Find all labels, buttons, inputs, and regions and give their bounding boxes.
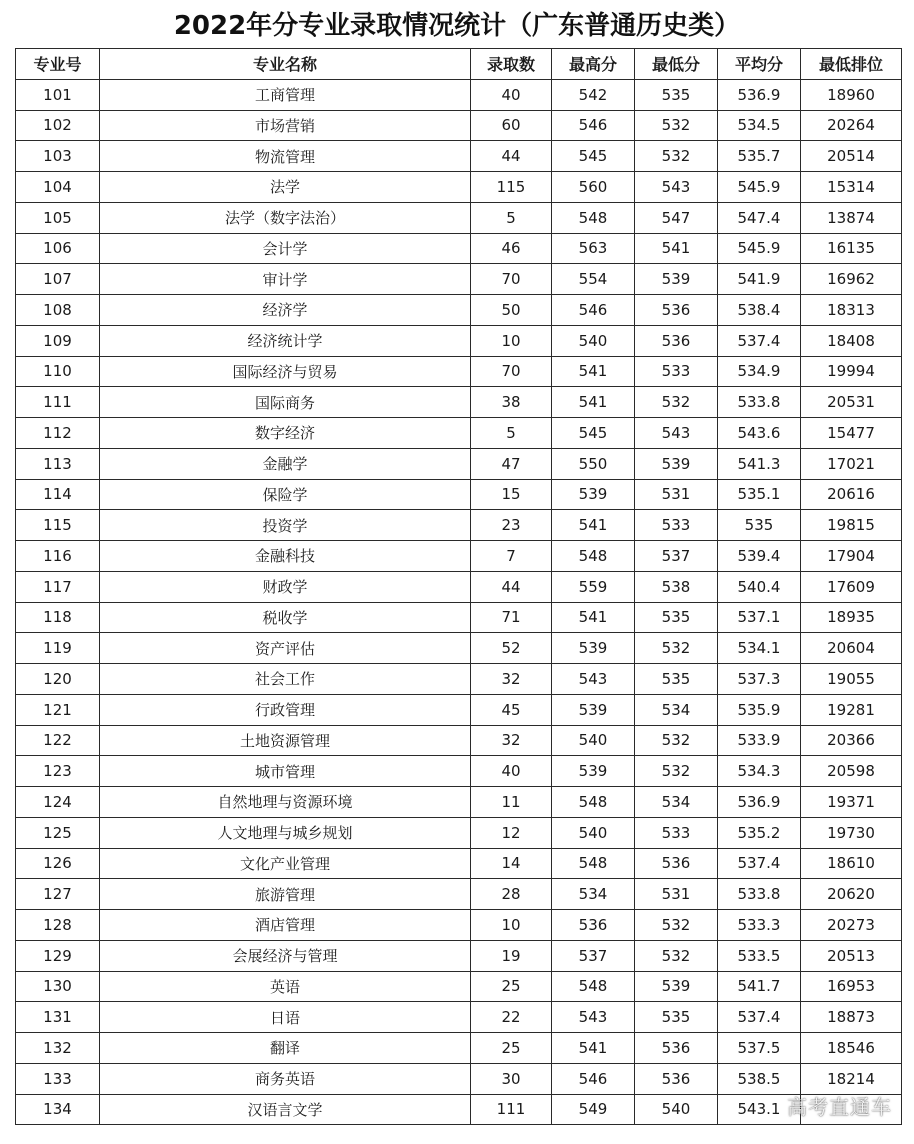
table-header-row — [16, 49, 902, 80]
major-code-cell: 130 — [16, 971, 100, 1002]
major-code-cell: 120 — [16, 664, 100, 695]
table-row — [16, 787, 902, 818]
major-name-cell: 物流管理 — [100, 141, 471, 172]
admitted-count-cell: 50 — [471, 295, 552, 326]
table-row — [16, 664, 902, 695]
major-name-cell: 财政学 — [100, 571, 471, 602]
min-rank-cell: 20514 — [801, 141, 902, 172]
header-avg-score: 平均分 — [718, 49, 801, 80]
admission-stats-table — [15, 48, 902, 1125]
min-rank-cell: 15314 — [801, 172, 902, 203]
admitted-count-cell: 14 — [471, 848, 552, 879]
major-name-cell: 自然地理与资源环境 — [100, 787, 471, 818]
admitted-count-cell: 7 — [471, 541, 552, 572]
admitted-count-cell: 5 — [471, 202, 552, 233]
watermark: 高考直通车 — [787, 1095, 892, 1119]
admitted-count-cell: 22 — [471, 1002, 552, 1033]
max-score-cell: 546 — [552, 110, 635, 141]
max-score-cell: 548 — [552, 971, 635, 1002]
avg-score-cell: 543.1 — [718, 1094, 801, 1125]
min-score-cell: 536 — [635, 325, 718, 356]
admitted-count-cell: 12 — [471, 817, 552, 848]
avg-score-cell: 537.3 — [718, 664, 801, 695]
avg-score-cell: 535.7 — [718, 141, 801, 172]
admitted-count-cell: 32 — [471, 664, 552, 695]
table-row — [16, 295, 902, 326]
min-rank-cell: 19281 — [801, 694, 902, 725]
major-name-cell: 旅游管理 — [100, 879, 471, 910]
major-code-cell: 103 — [16, 141, 100, 172]
avg-score-cell: 537.4 — [718, 325, 801, 356]
min-rank-cell: 20264 — [801, 110, 902, 141]
avg-score-cell: 539.4 — [718, 541, 801, 572]
major-code-cell: 115 — [16, 510, 100, 541]
major-code-cell: 109 — [16, 325, 100, 356]
max-score-cell: 550 — [552, 448, 635, 479]
major-name-cell: 金融科技 — [100, 541, 471, 572]
major-name-cell: 会展经济与管理 — [100, 940, 471, 971]
table-row — [16, 848, 902, 879]
major-name-cell: 资产评估 — [100, 633, 471, 664]
min-rank-cell: 15477 — [801, 418, 902, 449]
admitted-count-cell: 45 — [471, 694, 552, 725]
admitted-count-cell: 10 — [471, 325, 552, 356]
table-row — [16, 264, 902, 295]
major-code-cell: 102 — [16, 110, 100, 141]
major-name-cell: 社会工作 — [100, 664, 471, 695]
avg-score-cell: 541.3 — [718, 448, 801, 479]
min-score-cell: 539 — [635, 448, 718, 479]
max-score-cell: 545 — [552, 141, 635, 172]
max-score-cell: 540 — [552, 725, 635, 756]
min-score-cell: 539 — [635, 264, 718, 295]
avg-score-cell: 538.5 — [718, 1063, 801, 1094]
max-score-cell: 539 — [552, 694, 635, 725]
major-name-cell: 市场营销 — [100, 110, 471, 141]
table-row — [16, 202, 902, 233]
admitted-count-cell: 38 — [471, 387, 552, 418]
major-code-cell: 128 — [16, 910, 100, 941]
major-name-cell: 经济学 — [100, 295, 471, 326]
avg-score-cell: 541.7 — [718, 971, 801, 1002]
max-score-cell: 540 — [552, 325, 635, 356]
min-rank-cell: 20513 — [801, 940, 902, 971]
admitted-count-cell: 30 — [471, 1063, 552, 1094]
page-title: 2022年分专业录取情况统计（广东普通历史类） — [173, 11, 741, 41]
min-score-cell: 531 — [635, 879, 718, 910]
table-row — [16, 233, 902, 264]
major-code-cell: 133 — [16, 1063, 100, 1094]
min-score-cell: 543 — [635, 172, 718, 203]
avg-score-cell: 541.9 — [718, 264, 801, 295]
admitted-count-cell: 40 — [471, 79, 552, 110]
max-score-cell: 534 — [552, 879, 635, 910]
max-score-cell: 539 — [552, 756, 635, 787]
min-score-cell: 534 — [635, 787, 718, 818]
max-score-cell: 546 — [552, 1063, 635, 1094]
table-row — [16, 1033, 902, 1064]
major-code-cell: 106 — [16, 233, 100, 264]
major-code-cell: 134 — [16, 1094, 100, 1125]
max-score-cell: 540 — [552, 817, 635, 848]
avg-score-cell: 540.4 — [718, 571, 801, 602]
max-score-cell: 559 — [552, 571, 635, 602]
min-rank-cell: 17904 — [801, 541, 902, 572]
major-name-cell: 行政管理 — [100, 694, 471, 725]
min-score-cell: 535 — [635, 79, 718, 110]
avg-score-cell: 543.6 — [718, 418, 801, 449]
major-name-cell: 法学 — [100, 172, 471, 203]
table-row — [16, 172, 902, 203]
admitted-count-cell: 23 — [471, 510, 552, 541]
table-row — [16, 571, 902, 602]
major-name-cell: 金融学 — [100, 448, 471, 479]
major-name-cell: 汉语言文学 — [100, 1094, 471, 1125]
min-rank-cell: 19815 — [801, 510, 902, 541]
avg-score-cell: 533.9 — [718, 725, 801, 756]
admitted-count-cell: 47 — [471, 448, 552, 479]
admitted-count-cell: 15 — [471, 479, 552, 510]
table-row — [16, 448, 902, 479]
table-row — [16, 141, 902, 172]
max-score-cell: 539 — [552, 479, 635, 510]
admitted-count-cell: 70 — [471, 264, 552, 295]
max-score-cell: 548 — [552, 541, 635, 572]
min-score-cell: 539 — [635, 971, 718, 1002]
min-score-cell: 536 — [635, 1033, 718, 1064]
admitted-count-cell: 11 — [471, 787, 552, 818]
min-score-cell: 532 — [635, 387, 718, 418]
table-row — [16, 510, 902, 541]
major-code-cell: 111 — [16, 387, 100, 418]
major-name-cell: 投资学 — [100, 510, 471, 541]
admitted-count-cell: 71 — [471, 602, 552, 633]
major-code-cell: 118 — [16, 602, 100, 633]
major-code-cell: 121 — [16, 694, 100, 725]
avg-score-cell: 534.3 — [718, 756, 801, 787]
min-rank-cell: 18610 — [801, 848, 902, 879]
major-name-cell: 税收学 — [100, 602, 471, 633]
major-code-cell: 116 — [16, 541, 100, 572]
major-code-cell: 132 — [16, 1033, 100, 1064]
admitted-count-cell: 44 — [471, 571, 552, 602]
major-code-cell: 124 — [16, 787, 100, 818]
admitted-count-cell: 25 — [471, 971, 552, 1002]
max-score-cell: 543 — [552, 1002, 635, 1033]
major-code-cell: 113 — [16, 448, 100, 479]
avg-score-cell: 534.9 — [718, 356, 801, 387]
min-score-cell: 543 — [635, 418, 718, 449]
major-name-cell: 日语 — [100, 1002, 471, 1033]
table-row — [16, 479, 902, 510]
max-score-cell: 548 — [552, 202, 635, 233]
major-name-cell: 酒店管理 — [100, 910, 471, 941]
admitted-count-cell: 52 — [471, 633, 552, 664]
major-name-cell: 人文地理与城乡规划 — [100, 817, 471, 848]
max-score-cell: 563 — [552, 233, 635, 264]
admitted-count-cell: 10 — [471, 910, 552, 941]
min-score-cell: 536 — [635, 295, 718, 326]
avg-score-cell: 533.3 — [718, 910, 801, 941]
header-max-score: 最高分 — [552, 49, 635, 80]
major-name-cell: 英语 — [100, 971, 471, 1002]
table-row — [16, 1094, 902, 1125]
major-code-cell: 131 — [16, 1002, 100, 1033]
avg-score-cell: 537.1 — [718, 602, 801, 633]
table-row — [16, 541, 902, 572]
major-name-cell: 工商管理 — [100, 79, 471, 110]
major-code-cell: 114 — [16, 479, 100, 510]
max-score-cell: 539 — [552, 633, 635, 664]
avg-score-cell: 537.5 — [718, 1033, 801, 1064]
header-min-rank: 最低排位 — [801, 49, 902, 80]
avg-score-cell: 533.8 — [718, 387, 801, 418]
min-score-cell: 532 — [635, 110, 718, 141]
table-row — [16, 879, 902, 910]
avg-score-cell: 545.9 — [718, 233, 801, 264]
max-score-cell: 554 — [552, 264, 635, 295]
header-min-score: 最低分 — [635, 49, 718, 80]
min-score-cell: 532 — [635, 940, 718, 971]
table-row — [16, 756, 902, 787]
min-score-cell: 540 — [635, 1094, 718, 1125]
max-score-cell: 541 — [552, 356, 635, 387]
avg-score-cell: 535 — [718, 510, 801, 541]
major-name-cell: 审计学 — [100, 264, 471, 295]
min-rank-cell: 16962 — [801, 264, 902, 295]
major-code-cell: 119 — [16, 633, 100, 664]
avg-score-cell: 535.9 — [718, 694, 801, 725]
major-code-cell: 122 — [16, 725, 100, 756]
admitted-count-cell: 70 — [471, 356, 552, 387]
major-name-cell: 商务英语 — [100, 1063, 471, 1094]
avg-score-cell: 536.9 — [718, 787, 801, 818]
min-score-cell: 536 — [635, 848, 718, 879]
major-name-cell: 数字经济 — [100, 418, 471, 449]
avg-score-cell: 533.5 — [718, 940, 801, 971]
min-rank-cell: 17021 — [801, 448, 902, 479]
major-code-cell: 105 — [16, 202, 100, 233]
min-score-cell: 532 — [635, 725, 718, 756]
max-score-cell: 545 — [552, 418, 635, 449]
table-row — [16, 694, 902, 725]
min-score-cell: 532 — [635, 910, 718, 941]
major-code-cell: 123 — [16, 756, 100, 787]
min-score-cell: 541 — [635, 233, 718, 264]
admitted-count-cell: 111 — [471, 1094, 552, 1125]
min-score-cell: 537 — [635, 541, 718, 572]
max-score-cell: 546 — [552, 295, 635, 326]
major-code-cell: 104 — [16, 172, 100, 203]
min-score-cell: 532 — [635, 633, 718, 664]
major-name-cell: 保险学 — [100, 479, 471, 510]
table-row — [16, 418, 902, 449]
min-score-cell: 534 — [635, 694, 718, 725]
min-rank-cell: 18214 — [801, 1063, 902, 1094]
major-code-cell: 108 — [16, 295, 100, 326]
max-score-cell: 541 — [552, 602, 635, 633]
min-rank-cell: 18313 — [801, 295, 902, 326]
max-score-cell: 543 — [552, 664, 635, 695]
table-row — [16, 725, 902, 756]
max-score-cell: 560 — [552, 172, 635, 203]
major-name-cell: 国际商务 — [100, 387, 471, 418]
min-rank-cell: 20604 — [801, 633, 902, 664]
min-rank-cell: 13874 — [801, 202, 902, 233]
avg-score-cell: 545.9 — [718, 172, 801, 203]
min-rank-cell: 20616 — [801, 479, 902, 510]
table-row — [16, 79, 902, 110]
max-score-cell: 548 — [552, 848, 635, 879]
max-score-cell: 536 — [552, 910, 635, 941]
min-rank-cell: 19371 — [801, 787, 902, 818]
avg-score-cell: 535.2 — [718, 817, 801, 848]
min-score-cell: 531 — [635, 479, 718, 510]
max-score-cell: 548 — [552, 787, 635, 818]
max-score-cell: 541 — [552, 387, 635, 418]
table-row — [16, 940, 902, 971]
min-rank-cell: 18935 — [801, 602, 902, 633]
major-code-cell: 101 — [16, 79, 100, 110]
major-code-cell: 126 — [16, 848, 100, 879]
min-rank-cell: 20531 — [801, 387, 902, 418]
max-score-cell: 541 — [552, 1033, 635, 1064]
admitted-count-cell: 28 — [471, 879, 552, 910]
table-row — [16, 387, 902, 418]
min-score-cell: 535 — [635, 602, 718, 633]
min-score-cell: 532 — [635, 756, 718, 787]
min-rank-cell: 16953 — [801, 971, 902, 1002]
avg-score-cell: 537.4 — [718, 848, 801, 879]
min-rank-cell: 19730 — [801, 817, 902, 848]
admitted-count-cell: 60 — [471, 110, 552, 141]
min-rank-cell: 18873 — [801, 1002, 902, 1033]
major-name-cell: 土地资源管理 — [100, 725, 471, 756]
admitted-count-cell: 44 — [471, 141, 552, 172]
header-admitted-count: 录取数 — [471, 49, 552, 80]
min-rank-cell: 20273 — [801, 910, 902, 941]
admitted-count-cell: 115 — [471, 172, 552, 203]
min-rank-cell: 20366 — [801, 725, 902, 756]
avg-score-cell: 534.5 — [718, 110, 801, 141]
avg-score-cell: 533.8 — [718, 879, 801, 910]
min-score-cell: 535 — [635, 1002, 718, 1033]
max-score-cell: 542 — [552, 79, 635, 110]
min-rank-cell: 19994 — [801, 356, 902, 387]
table-row — [16, 1002, 902, 1033]
major-code-cell: 127 — [16, 879, 100, 910]
min-score-cell: 533 — [635, 510, 718, 541]
min-rank-cell: 19055 — [801, 664, 902, 695]
major-name-cell: 国际经济与贸易 — [100, 356, 471, 387]
min-score-cell: 535 — [635, 664, 718, 695]
major-name-cell: 城市管理 — [100, 756, 471, 787]
table-row — [16, 1063, 902, 1094]
min-score-cell: 533 — [635, 356, 718, 387]
avg-score-cell: 538.4 — [718, 295, 801, 326]
min-rank-cell: 20620 — [801, 879, 902, 910]
major-name-cell: 文化产业管理 — [100, 848, 471, 879]
min-score-cell: 533 — [635, 817, 718, 848]
major-code-cell: 129 — [16, 940, 100, 971]
max-score-cell: 541 — [552, 510, 635, 541]
major-code-cell: 117 — [16, 571, 100, 602]
min-rank-cell: 18546 — [801, 1033, 902, 1064]
major-code-cell: 112 — [16, 418, 100, 449]
avg-score-cell: 535.1 — [718, 479, 801, 510]
admitted-count-cell: 46 — [471, 233, 552, 264]
admitted-count-cell: 19 — [471, 940, 552, 971]
table-row — [16, 325, 902, 356]
avg-score-cell: 536.9 — [718, 79, 801, 110]
min-score-cell: 532 — [635, 141, 718, 172]
table-row — [16, 633, 902, 664]
table-row — [16, 110, 902, 141]
min-rank-cell: 17609 — [801, 571, 902, 602]
table-row — [16, 910, 902, 941]
table-row — [16, 817, 902, 848]
avg-score-cell: 547.4 — [718, 202, 801, 233]
header-major-code: 专业号 — [16, 49, 100, 80]
header-major-name: 专业名称 — [100, 49, 471, 80]
table-row — [16, 971, 902, 1002]
major-name-cell: 经济统计学 — [100, 325, 471, 356]
min-score-cell: 536 — [635, 1063, 718, 1094]
min-rank-cell: 18960 — [801, 79, 902, 110]
admitted-count-cell: 5 — [471, 418, 552, 449]
major-name-cell: 翻译 — [100, 1033, 471, 1064]
major-name-cell: 会计学 — [100, 233, 471, 264]
avg-score-cell: 534.1 — [718, 633, 801, 664]
max-score-cell: 537 — [552, 940, 635, 971]
table-row — [16, 602, 902, 633]
avg-score-cell: 537.4 — [718, 1002, 801, 1033]
min-rank-cell: 16135 — [801, 233, 902, 264]
admitted-count-cell: 40 — [471, 756, 552, 787]
admitted-count-cell: 25 — [471, 1033, 552, 1064]
table-row — [16, 356, 902, 387]
max-score-cell: 549 — [552, 1094, 635, 1125]
min-score-cell: 538 — [635, 571, 718, 602]
major-code-cell: 110 — [16, 356, 100, 387]
min-rank-cell: 18408 — [801, 325, 902, 356]
min-score-cell: 547 — [635, 202, 718, 233]
admitted-count-cell: 32 — [471, 725, 552, 756]
major-code-cell: 107 — [16, 264, 100, 295]
min-rank-cell: 20598 — [801, 756, 902, 787]
major-code-cell: 125 — [16, 817, 100, 848]
major-name-cell: 法学（数字法治） — [100, 202, 471, 233]
